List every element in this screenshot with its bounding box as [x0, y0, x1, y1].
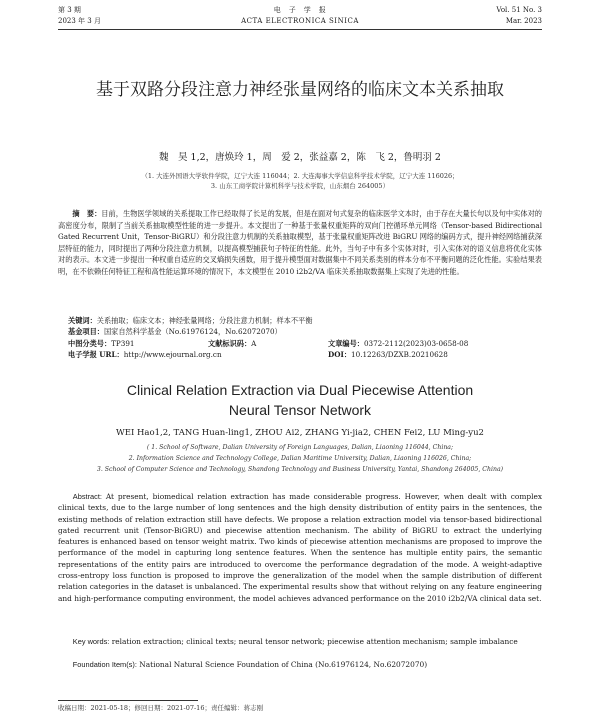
url-label: 电子学报 URL：	[68, 350, 124, 359]
affiliation-line: 3. School of Computer Science and Technology, Shandong Technology and Business University, Yantai, Shandong 264005, China)	[96, 466, 504, 473]
doc-code-value: A	[251, 339, 257, 348]
article-identifiers	[68, 338, 542, 360]
title-en-line: Neural Tensor Network	[228, 402, 372, 418]
affiliation-line: 2. Information Science and Technology College, Dalian Maritime University, Dalian, Liaoning 116026, China;	[128, 455, 472, 462]
clc-value: TP391	[111, 339, 135, 348]
date-zh: 2023 年 3 月	[58, 17, 101, 25]
affiliations-zh	[58, 171, 542, 191]
title-en	[58, 380, 542, 420]
journal-url[interactable]: http://www.ejournal.org.cn	[123, 350, 222, 359]
keywords-en-label: Key words:	[72, 637, 110, 646]
keywords-en	[58, 636, 542, 647]
keywords-zh	[68, 315, 542, 326]
abstract-en-label: Abstract:	[72, 492, 102, 501]
footnote-rule	[58, 700, 198, 701]
affiliation-line: ( 1. School of Software, Dalian University of Foreign Languages, Dalian, Liaoning 116044, China;	[146, 444, 454, 451]
keywords-en-text: relation extraction; clinical texts; neural tensor network; piecewise attention mechanism; sample imbalance	[111, 637, 518, 646]
running-header-bottom	[58, 17, 542, 26]
journal-name-en: ACTA ELECTRONICA SINICA	[241, 17, 359, 25]
funding-en	[58, 659, 542, 670]
received-dates-footnote: 收稿日期：2021-05-18；修回日期：2021-07-16；责任编辑：蒋志刚	[58, 704, 263, 712]
keywords-zh-label: 关键词：	[68, 316, 97, 325]
abstract-en-text: At present, biomedical relation extraction has made considerable progress. However, when dealt with complex clinical texts, due to the large number of long sentences and the high density distribution of entity pairs in the sentences, the existing methods of relation extraction still have defects. We propose a relation extraction model via tensor-based bidirectional gated recurrent unit (Tensor-BiGRU) and piecewise attention mechanism. The ability of BiGRU to extract the underlying features is enhanced based on tensor weight matrix. Two kinds of piecewise attention mechanisms are proposed to improve the performance of the model in capturing long sentence features. When the sentence has multiple entity pairs, the semantic representations of the entity pairs are introduced to overcome the performance degradation of the mode. A weight-adaptive cross-entropy loss function is proposed to improve the generalization of the model when the sample distribution of different relation categories in the dataset is unbalanced. The experimental results show that without relying on any feature engineering and high-performance computing environment, the model achieves advanced performance on the 2010 i2b2/VA clinical data set.	[58, 492, 542, 603]
abstract-en	[58, 491, 542, 604]
title-zh: 基于双路分段注意力神经张量网络的临床文本关系抽取	[96, 80, 504, 100]
article-number-label: 文章编号：	[328, 339, 364, 348]
running-header-top	[58, 6, 542, 15]
header-rule	[58, 29, 542, 30]
affiliations-en	[58, 442, 542, 475]
abstract-zh	[58, 208, 542, 278]
affiliation-line: 3. 山东工商学院计算机科学与技术学院，山东烟台 264005）	[210, 182, 390, 190]
authors-en: WEI Hao1,2, TANG Huan-ling1, ZHOU Ai2, ZHANG Yi-jia2, CHEN Fei2, LU Ming-yu2	[116, 428, 484, 438]
funding-en-text: National Natural Science Foundation of China (No.61976124, No.62072070)	[139, 660, 428, 669]
funding-en-label: Foundation Item(s):	[72, 660, 137, 669]
authors-zh: 魏 昊 1,2，唐焕玲 1，周 爱 2，张益嘉 2，陈 飞 2，鲁明羽 2	[159, 152, 441, 163]
clc-label: 中图分类号：	[68, 339, 112, 348]
issue-zh: 第 3 期	[58, 6, 81, 14]
date-en: Mar. 2023	[505, 17, 542, 25]
keywords-zh-text: 关系抽取；临床文本；神经张量网络；分段注意力机制；样本不平衡	[96, 316, 313, 325]
article-number-value: 0372-2112(2023)03-0658-08	[363, 339, 469, 348]
doc-code-label: 文献标识码：	[208, 339, 252, 348]
doi-value[interactable]: 10.12263/DZXB.20210628	[351, 350, 448, 359]
funding-zh-label: 基金项目：	[68, 327, 104, 336]
abstract-zh-text: 目前，生物医学领域的关系提取工作已经取得了长足的发展，但是在面对句式复杂的临床医学文本时，由于存在大量长句以及句中实体对的高密度分布，限制了当前关系抽取模型性能的进一步提升。本文提出了一种基于张量权重矩阵的双向门控循环单元网络（Tensor-based Bidirectional Gated Recurrent Unit，Tensor-BiGRU）和分段注意力机制的关系抽取模型，基于张量权重矩阵改进 BiGRU 网络的编码方式，提升神经网络捕获深层特征的能力，同时提出了两种分段注意力机制，以提高模型捕获句子特征的性能。此外，当句子中有多个实体对时，引入实体对的语义信息将优化实体对的表示。本文进一步提出一种权重自适应的交叉熵损失函数，用于提升模型面对数据集中不同关系类别的样本分布不平衡问题的泛化性能。实验结果表明，在不依赖任何特征工程和高性能运算环境的情况下，本文模型在 2010 i2b2/VA 临床关系抽取数据集上实现了先进的性能。	[58, 209, 542, 276]
journal-name-zh: 电 子 学 报	[273, 6, 327, 14]
volume-number: Vol. 51 No. 3	[496, 6, 542, 14]
title-en-line: Clinical Relation Extraction via Dual Piecewise Attention	[126, 382, 474, 398]
abstract-zh-label: 摘 要：	[72, 209, 102, 218]
affiliation-line: （1. 大连外国语大学软件学院，辽宁大连 116044；2. 大连海事大学信息科学技术学院，辽宁大连 116026；	[141, 172, 459, 180]
funding-zh-text: 国家自然科学基金（No.61976124，No.62072070）	[103, 327, 282, 336]
funding-zh	[68, 326, 542, 337]
doi-label: DOI：	[328, 350, 352, 359]
